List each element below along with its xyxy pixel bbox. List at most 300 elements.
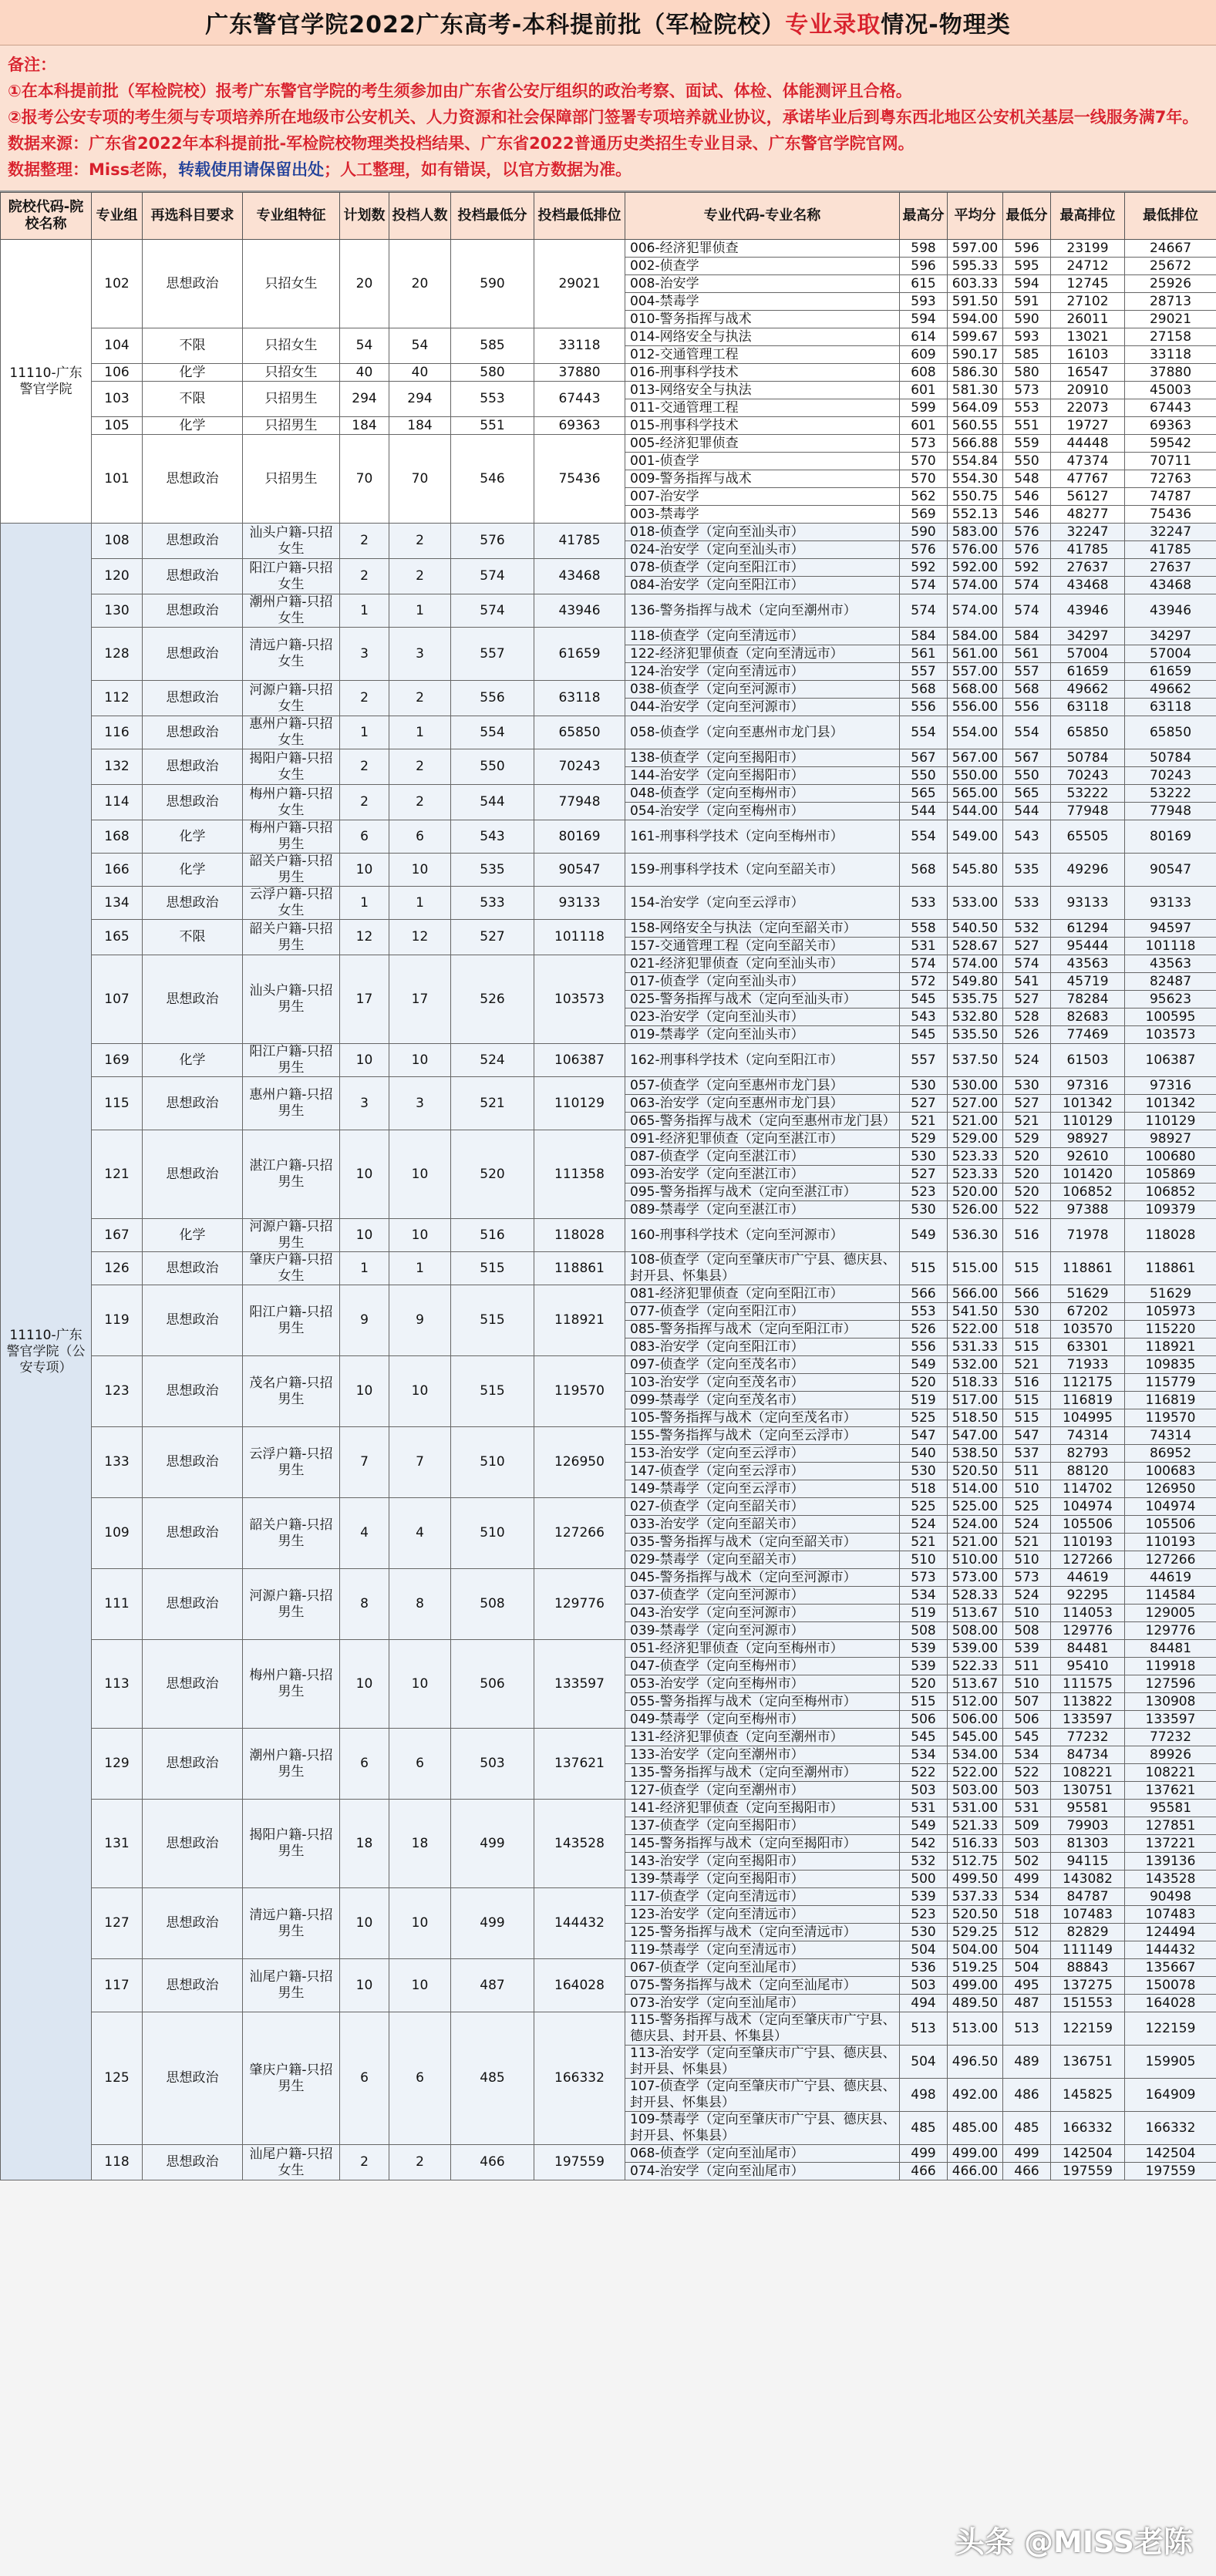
max-rank: 41785	[1051, 541, 1125, 559]
min-major-rank: 104974	[1125, 1498, 1216, 1516]
group-feature: 只招男生	[243, 417, 340, 435]
min-major-score: 504	[1003, 1959, 1051, 1977]
min-major-score: 515	[1003, 1392, 1051, 1409]
major-name: 047-侦查学（定向至梅州市）	[625, 1658, 900, 1675]
min-rank: 80169	[534, 820, 625, 854]
min-rank: 77948	[534, 785, 625, 820]
max-score: 544	[900, 803, 948, 820]
max-rank: 47767	[1051, 470, 1125, 488]
group-feature: 揭阳户籍-只招女生	[243, 749, 340, 785]
min-major-rank: 27637	[1125, 559, 1216, 577]
major-name: 010-警务指挥与战术	[625, 311, 900, 328]
group-feature: 只招男生	[243, 435, 340, 524]
major-name: 133-治安学（定向至潮州市）	[625, 1746, 900, 1764]
table-row	[1, 417, 1216, 435]
min-major-score: 489	[1003, 2046, 1051, 2079]
subject-requirement: 化学	[143, 1219, 243, 1252]
admitted-count: 184	[389, 417, 451, 435]
max-rank: 101342	[1051, 1095, 1125, 1113]
min-major-rank: 63118	[1125, 699, 1216, 716]
min-major-score: 485	[1003, 2112, 1051, 2145]
min-rank: 101118	[534, 920, 625, 955]
min-major-score: 516	[1003, 1374, 1051, 1392]
admitted-count: 2	[389, 524, 451, 559]
major-name: 108-侦查学（定向至肇庆市广宁县、德庆县、封开县、怀集县）	[625, 1252, 900, 1285]
min-major-rank: 105973	[1125, 1303, 1216, 1321]
max-score: 524	[900, 1516, 948, 1534]
max-score: 556	[900, 699, 948, 716]
min-major-score: 544	[1003, 803, 1051, 820]
max-score: 530	[900, 1077, 948, 1095]
group-feature: 茂名户籍-只招男生	[243, 1356, 340, 1427]
max-rank: 92295	[1051, 1587, 1125, 1605]
min-major-rank: 41785	[1125, 541, 1216, 559]
min-score: 535	[451, 854, 534, 887]
group-code: 115	[92, 1077, 143, 1130]
plan-count: 17	[340, 955, 389, 1044]
max-rank: 104974	[1051, 1498, 1125, 1516]
plan-count: 20	[340, 240, 389, 328]
admitted-count: 18	[389, 1800, 451, 1888]
admitted-count: 1	[389, 716, 451, 749]
avg-score: 519.25	[948, 1959, 1003, 1977]
footer-watermark: 头条 @MISS老陈	[955, 2525, 1193, 2559]
avg-score: 583.00	[948, 524, 1003, 541]
min-major-rank: 101118	[1125, 938, 1216, 955]
min-score: 544	[451, 785, 534, 820]
max-rank: 111149	[1051, 1941, 1125, 1959]
max-score: 565	[900, 785, 948, 803]
subject-requirement: 思想政治	[143, 524, 243, 559]
min-score: 503	[451, 1729, 534, 1800]
plan-count: 10	[340, 854, 389, 887]
subject-requirement: 思想政治	[143, 1498, 243, 1569]
avg-score: 529.00	[948, 1130, 1003, 1148]
max-rank: 104995	[1051, 1409, 1125, 1427]
max-rank: 24712	[1051, 258, 1125, 275]
min-major-rank: 122159	[1125, 2012, 1216, 2046]
avg-score: 526.00	[948, 1201, 1003, 1219]
col-header: 院校代码-院校名称	[1, 193, 92, 240]
avg-score: 520.50	[948, 1906, 1003, 1924]
min-major-rank: 74314	[1125, 1427, 1216, 1445]
max-score: 567	[900, 749, 948, 767]
major-name: 117-侦查学（定向至清远市）	[625, 1888, 900, 1906]
subject-requirement: 思想政治	[143, 1569, 243, 1640]
min-rank: 119570	[534, 1356, 625, 1427]
min-major-score: 524	[1003, 1587, 1051, 1605]
min-major-rank: 84481	[1125, 1640, 1216, 1658]
max-rank: 82829	[1051, 1924, 1125, 1941]
min-major-score: 499	[1003, 1871, 1051, 1888]
max-rank: 105506	[1051, 1516, 1125, 1534]
min-rank: 29021	[534, 240, 625, 328]
min-major-score: 513	[1003, 2012, 1051, 2046]
major-name: 107-侦查学（定向至肇庆市广宁县、德庆县、封开县、怀集县）	[625, 2079, 900, 2112]
min-rank: 166332	[534, 2012, 625, 2145]
group-feature: 清远户籍-只招女生	[243, 628, 340, 681]
max-rank: 88843	[1051, 1959, 1125, 1977]
avg-score: 535.75	[948, 991, 1003, 1009]
max-rank: 43468	[1051, 577, 1125, 594]
min-score: 574	[451, 594, 534, 628]
admitted-count: 10	[389, 1356, 451, 1427]
table-row	[1, 1252, 1216, 1285]
min-score: 546	[451, 435, 534, 524]
major-name: 005-经济犯罪侦查	[625, 435, 900, 453]
table-row	[1, 1219, 1216, 1252]
max-rank: 78284	[1051, 991, 1125, 1009]
min-major-rank: 65850	[1125, 716, 1216, 749]
min-major-rank: 164028	[1125, 1995, 1216, 2012]
max-rank: 110193	[1051, 1534, 1125, 1551]
max-score: 549	[900, 1817, 948, 1835]
avg-score: 532.80	[948, 1009, 1003, 1026]
plan-count: 1	[340, 716, 389, 749]
min-major-rank: 67443	[1125, 399, 1216, 417]
major-name: 006-经济犯罪侦查	[625, 240, 900, 258]
min-major-score: 511	[1003, 1463, 1051, 1480]
major-name: 145-警务指挥与战术（定向至揭阳市）	[625, 1835, 900, 1853]
min-major-score: 593	[1003, 328, 1051, 346]
group-feature: 韶关户籍-只招男生	[243, 1498, 340, 1569]
max-score: 534	[900, 1746, 948, 1764]
group-code: 119	[92, 1285, 143, 1356]
avg-score: 510.00	[948, 1551, 1003, 1569]
avg-score: 521.33	[948, 1817, 1003, 1835]
max-rank: 61503	[1051, 1044, 1125, 1077]
max-score: 534	[900, 1587, 948, 1605]
min-major-rank: 59542	[1125, 435, 1216, 453]
max-rank: 127266	[1051, 1551, 1125, 1569]
group-feature: 河源户籍-只招男生	[243, 1569, 340, 1640]
avg-score: 554.00	[948, 716, 1003, 749]
min-rank: 63118	[534, 681, 625, 716]
group-feature: 河源户籍-只招女生	[243, 681, 340, 716]
min-major-score: 539	[1003, 1640, 1051, 1658]
col-header: 投档最低分	[451, 193, 534, 240]
max-score: 557	[900, 663, 948, 681]
avg-score: 518.50	[948, 1409, 1003, 1427]
major-name: 007-治安学	[625, 488, 900, 506]
min-major-rank: 72763	[1125, 470, 1216, 488]
subject-requirement: 思想政治	[143, 559, 243, 594]
table-row	[1, 1285, 1216, 1303]
min-major-rank: 86952	[1125, 1445, 1216, 1463]
max-score: 529	[900, 1130, 948, 1148]
max-rank: 43946	[1051, 594, 1125, 628]
plan-count: 70	[340, 435, 389, 524]
major-name: 009-警务指挥与战术	[625, 470, 900, 488]
col-header: 计划数	[340, 193, 389, 240]
subject-requirement: 思想政治	[143, 1130, 243, 1219]
col-header: 再选科目要求	[143, 193, 243, 240]
min-rank: 43468	[534, 559, 625, 594]
max-rank: 84481	[1051, 1640, 1125, 1658]
min-major-rank: 197559	[1125, 2163, 1216, 2180]
avg-score: 547.00	[948, 1427, 1003, 1445]
plan-count: 6	[340, 820, 389, 854]
table-row	[1, 820, 1216, 854]
subject-requirement: 化学	[143, 1044, 243, 1077]
min-major-rank: 82487	[1125, 973, 1216, 991]
max-rank: 94115	[1051, 1853, 1125, 1871]
avg-score: 506.00	[948, 1711, 1003, 1729]
major-name: 001-侦查学	[625, 453, 900, 470]
min-major-score: 590	[1003, 311, 1051, 328]
admitted-count: 3	[389, 628, 451, 681]
subject-requirement: 化学	[143, 854, 243, 887]
min-major-score: 510	[1003, 1605, 1051, 1622]
max-rank: 122159	[1051, 2012, 1125, 2046]
plan-count: 10	[340, 1044, 389, 1077]
min-major-score: 565	[1003, 785, 1051, 803]
max-score: 533	[900, 887, 948, 920]
min-major-rank: 95581	[1125, 1800, 1216, 1817]
max-score: 540	[900, 1445, 948, 1463]
max-rank: 95581	[1051, 1800, 1125, 1817]
major-name: 131-经济犯罪侦查（定向至潮州市）	[625, 1729, 900, 1746]
avg-score: 522.00	[948, 1764, 1003, 1782]
max-rank: 107483	[1051, 1906, 1125, 1924]
min-major-rank: 126950	[1125, 1480, 1216, 1498]
avg-score: 492.00	[948, 2079, 1003, 2112]
max-rank: 77948	[1051, 803, 1125, 820]
min-major-score: 503	[1003, 1782, 1051, 1800]
max-score: 545	[900, 991, 948, 1009]
plan-count: 7	[340, 1427, 389, 1498]
admitted-count: 12	[389, 920, 451, 955]
min-major-score: 574	[1003, 577, 1051, 594]
major-name: 089-禁毒学（定向至湛江市）	[625, 1201, 900, 1219]
min-major-rank: 119570	[1125, 1409, 1216, 1427]
group-code: 125	[92, 2012, 143, 2145]
major-name: 033-治安学（定向至韶关市）	[625, 1516, 900, 1534]
min-major-rank: 43946	[1125, 594, 1216, 628]
group-code: 114	[92, 785, 143, 820]
min-major-rank: 100680	[1125, 1148, 1216, 1166]
max-rank: 43563	[1051, 955, 1125, 973]
data-organizer	[8, 157, 1208, 183]
major-name: 081-经济犯罪侦查（定向至阳江市）	[625, 1285, 900, 1303]
max-rank: 142504	[1051, 2145, 1125, 2163]
max-score: 598	[900, 240, 948, 258]
avg-score: 513.67	[948, 1675, 1003, 1693]
plan-count: 294	[340, 382, 389, 417]
max-score: 515	[900, 1252, 948, 1285]
major-name: 027-侦查学（定向至韶关市）	[625, 1498, 900, 1516]
group-feature: 云浮户籍-只招女生	[243, 887, 340, 920]
min-major-rank: 110129	[1125, 1113, 1216, 1130]
major-name: 159-刑事科学技术（定向至韶关市）	[625, 854, 900, 887]
admitted-count: 6	[389, 2012, 451, 2145]
min-score: 515	[451, 1356, 534, 1427]
min-major-score: 486	[1003, 2079, 1051, 2112]
max-rank: 63301	[1051, 1339, 1125, 1356]
min-major-score: 508	[1003, 1622, 1051, 1640]
max-rank: 112175	[1051, 1374, 1125, 1392]
major-name: 103-治安学（定向至茂名市）	[625, 1374, 900, 1392]
group-code: 169	[92, 1044, 143, 1077]
plan-count: 12	[340, 920, 389, 955]
max-rank: 63118	[1051, 699, 1125, 716]
min-major-score: 554	[1003, 716, 1051, 749]
max-rank: 74314	[1051, 1427, 1125, 1445]
min-rank: 129776	[534, 1569, 625, 1640]
major-name: 160-刑事科学技术（定向至河源市）	[625, 1219, 900, 1252]
min-major-rank: 49662	[1125, 681, 1216, 699]
max-score: 504	[900, 2046, 948, 2079]
min-major-rank: 53222	[1125, 785, 1216, 803]
avg-score: 534.00	[948, 1746, 1003, 1764]
min-major-rank: 77948	[1125, 803, 1216, 820]
group-feature: 阳江户籍-只招男生	[243, 1044, 340, 1077]
group-feature: 汕尾户籍-只招女生	[243, 2145, 340, 2180]
admitted-count: 1	[389, 1252, 451, 1285]
avg-score: 538.50	[948, 1445, 1003, 1463]
min-major-rank: 116819	[1125, 1392, 1216, 1409]
min-major-rank: 107483	[1125, 1906, 1216, 1924]
major-name: 038-侦查学（定向至河源市）	[625, 681, 900, 699]
major-name: 143-治安学（定向至揭阳市）	[625, 1853, 900, 1871]
max-score: 503	[900, 1782, 948, 1800]
plan-count: 10	[340, 1356, 389, 1427]
major-name: 155-警务指挥与战术（定向至云浮市）	[625, 1427, 900, 1445]
group-code: 116	[92, 716, 143, 749]
major-name: 097-侦查学（定向至茂名市）	[625, 1356, 900, 1374]
avg-score: 485.00	[948, 2112, 1003, 2145]
min-major-rank: 144432	[1125, 1941, 1216, 1959]
note-line-1: ①在本科提前批（军检院校）报考广东警官学院的考生须参加由广东省公安厅组织的政治考察、面试、体检、体能测评且合格。	[8, 82, 912, 100]
min-major-rank: 45003	[1125, 382, 1216, 399]
max-rank: 111575	[1051, 1675, 1125, 1693]
min-major-score: 510	[1003, 1480, 1051, 1498]
min-score: 533	[451, 887, 534, 920]
major-name: 135-警务指挥与战术（定向至潮州市）	[625, 1764, 900, 1782]
min-rank: 144432	[534, 1888, 625, 1959]
major-name: 078-侦查学（定向至阳江市）	[625, 559, 900, 577]
major-name: 157-交通管理工程（定向至韶关市）	[625, 938, 900, 955]
avg-score: 504.00	[948, 1941, 1003, 1959]
min-major-rank: 118861	[1125, 1252, 1216, 1285]
min-major-score: 526	[1003, 1026, 1051, 1044]
max-score: 466	[900, 2163, 948, 2180]
table-header-row	[1, 193, 1216, 240]
admitted-count: 54	[389, 328, 451, 364]
avg-score: 523.33	[948, 1166, 1003, 1184]
max-rank: 114702	[1051, 1480, 1125, 1498]
max-rank: 143082	[1051, 1871, 1125, 1888]
organizer-name: 数据整理：Miss老陈，	[8, 160, 179, 179]
max-score: 530	[900, 1201, 948, 1219]
max-rank: 53222	[1051, 785, 1125, 803]
min-rank: 106387	[534, 1044, 625, 1077]
min-rank: 61659	[534, 628, 625, 681]
min-major-score: 543	[1003, 820, 1051, 854]
avg-score: 544.00	[948, 803, 1003, 820]
max-rank: 84787	[1051, 1888, 1125, 1906]
max-score: 527	[900, 1166, 948, 1184]
subject-requirement: 化学	[143, 417, 243, 435]
min-major-score: 521	[1003, 1113, 1051, 1130]
admitted-count: 294	[389, 382, 451, 417]
min-major-score: 573	[1003, 1569, 1051, 1587]
max-rank: 34297	[1051, 628, 1125, 645]
subject-requirement: 思想政治	[143, 681, 243, 716]
avg-score: 512.00	[948, 1693, 1003, 1711]
min-major-rank: 109835	[1125, 1356, 1216, 1374]
school-name: 11110-广东警官学院（公安专项）	[1, 524, 92, 2180]
table-row	[1, 435, 1216, 453]
avg-score: 566.00	[948, 1285, 1003, 1303]
max-score: 513	[900, 2012, 948, 2046]
max-score: 596	[900, 258, 948, 275]
major-name: 109-禁毒学（定向至肇庆市广宁县、德庆县、封开县、怀集县）	[625, 2112, 900, 2145]
min-rank: 143528	[534, 1800, 625, 1888]
avg-score: 512.75	[948, 1853, 1003, 1871]
table-row	[1, 716, 1216, 749]
page-title	[0, 0, 1216, 45]
group-feature: 潮州户籍-只招女生	[243, 594, 340, 628]
min-rank: 110129	[534, 1077, 625, 1130]
data-source: 数据来源：广东省2022年本科提前批-军检院校物理类投档结果、广东省2022普通历史类招生专业目录、广东警官学院官网。	[8, 134, 915, 153]
min-major-score: 532	[1003, 920, 1051, 938]
min-major-rank: 108221	[1125, 1764, 1216, 1782]
subject-requirement: 思想政治	[143, 435, 243, 524]
min-major-rank: 25672	[1125, 258, 1216, 275]
max-rank: 92610	[1051, 1148, 1125, 1166]
avg-score: 590.17	[948, 346, 1003, 364]
major-name: 115-警务指挥与战术（定向至肇庆市广宁县、德庆县、封开县、怀集县）	[625, 2012, 900, 2046]
min-major-rank: 34297	[1125, 628, 1216, 645]
max-rank: 97388	[1051, 1201, 1125, 1219]
subject-requirement: 不限	[143, 382, 243, 417]
max-rank: 23199	[1051, 240, 1125, 258]
max-rank: 88120	[1051, 1463, 1125, 1480]
max-score: 527	[900, 1095, 948, 1113]
max-rank: 103570	[1051, 1321, 1125, 1339]
table-row	[1, 1498, 1216, 1516]
plan-count: 10	[340, 1888, 389, 1959]
avg-score: 574.00	[948, 955, 1003, 973]
min-major-rank: 114584	[1125, 1587, 1216, 1605]
max-score: 562	[900, 488, 948, 506]
plan-count: 1	[340, 594, 389, 628]
min-major-rank: 164909	[1125, 2079, 1216, 2112]
min-major-score: 527	[1003, 991, 1051, 1009]
group-code: 168	[92, 820, 143, 854]
table-row	[1, 920, 1216, 938]
major-name: 113-治安学（定向至肇庆市广宁县、德庆县、封开县、怀集县）	[625, 2046, 900, 2079]
avg-score: 513.00	[948, 2012, 1003, 2046]
max-rank: 145825	[1051, 2079, 1125, 2112]
max-rank: 98927	[1051, 1130, 1125, 1148]
subject-requirement: 思想政治	[143, 1959, 243, 2012]
avg-score: 522.33	[948, 1658, 1003, 1675]
group-feature: 韶关户籍-只招男生	[243, 854, 340, 887]
group-feature: 肇庆户籍-只招男生	[243, 2012, 340, 2145]
min-score: 556	[451, 681, 534, 716]
group-feature: 汕尾户籍-只招男生	[243, 1959, 340, 2012]
admitted-count: 40	[389, 364, 451, 382]
avg-score: 523.33	[948, 1148, 1003, 1166]
group-feature: 汕头户籍-只招女生	[243, 524, 340, 559]
min-major-rank: 90547	[1125, 854, 1216, 887]
min-rank: 137621	[534, 1729, 625, 1800]
major-name: 118-侦查学（定向至清远市）	[625, 628, 900, 645]
min-major-rank: 57004	[1125, 645, 1216, 663]
max-score: 568	[900, 681, 948, 699]
